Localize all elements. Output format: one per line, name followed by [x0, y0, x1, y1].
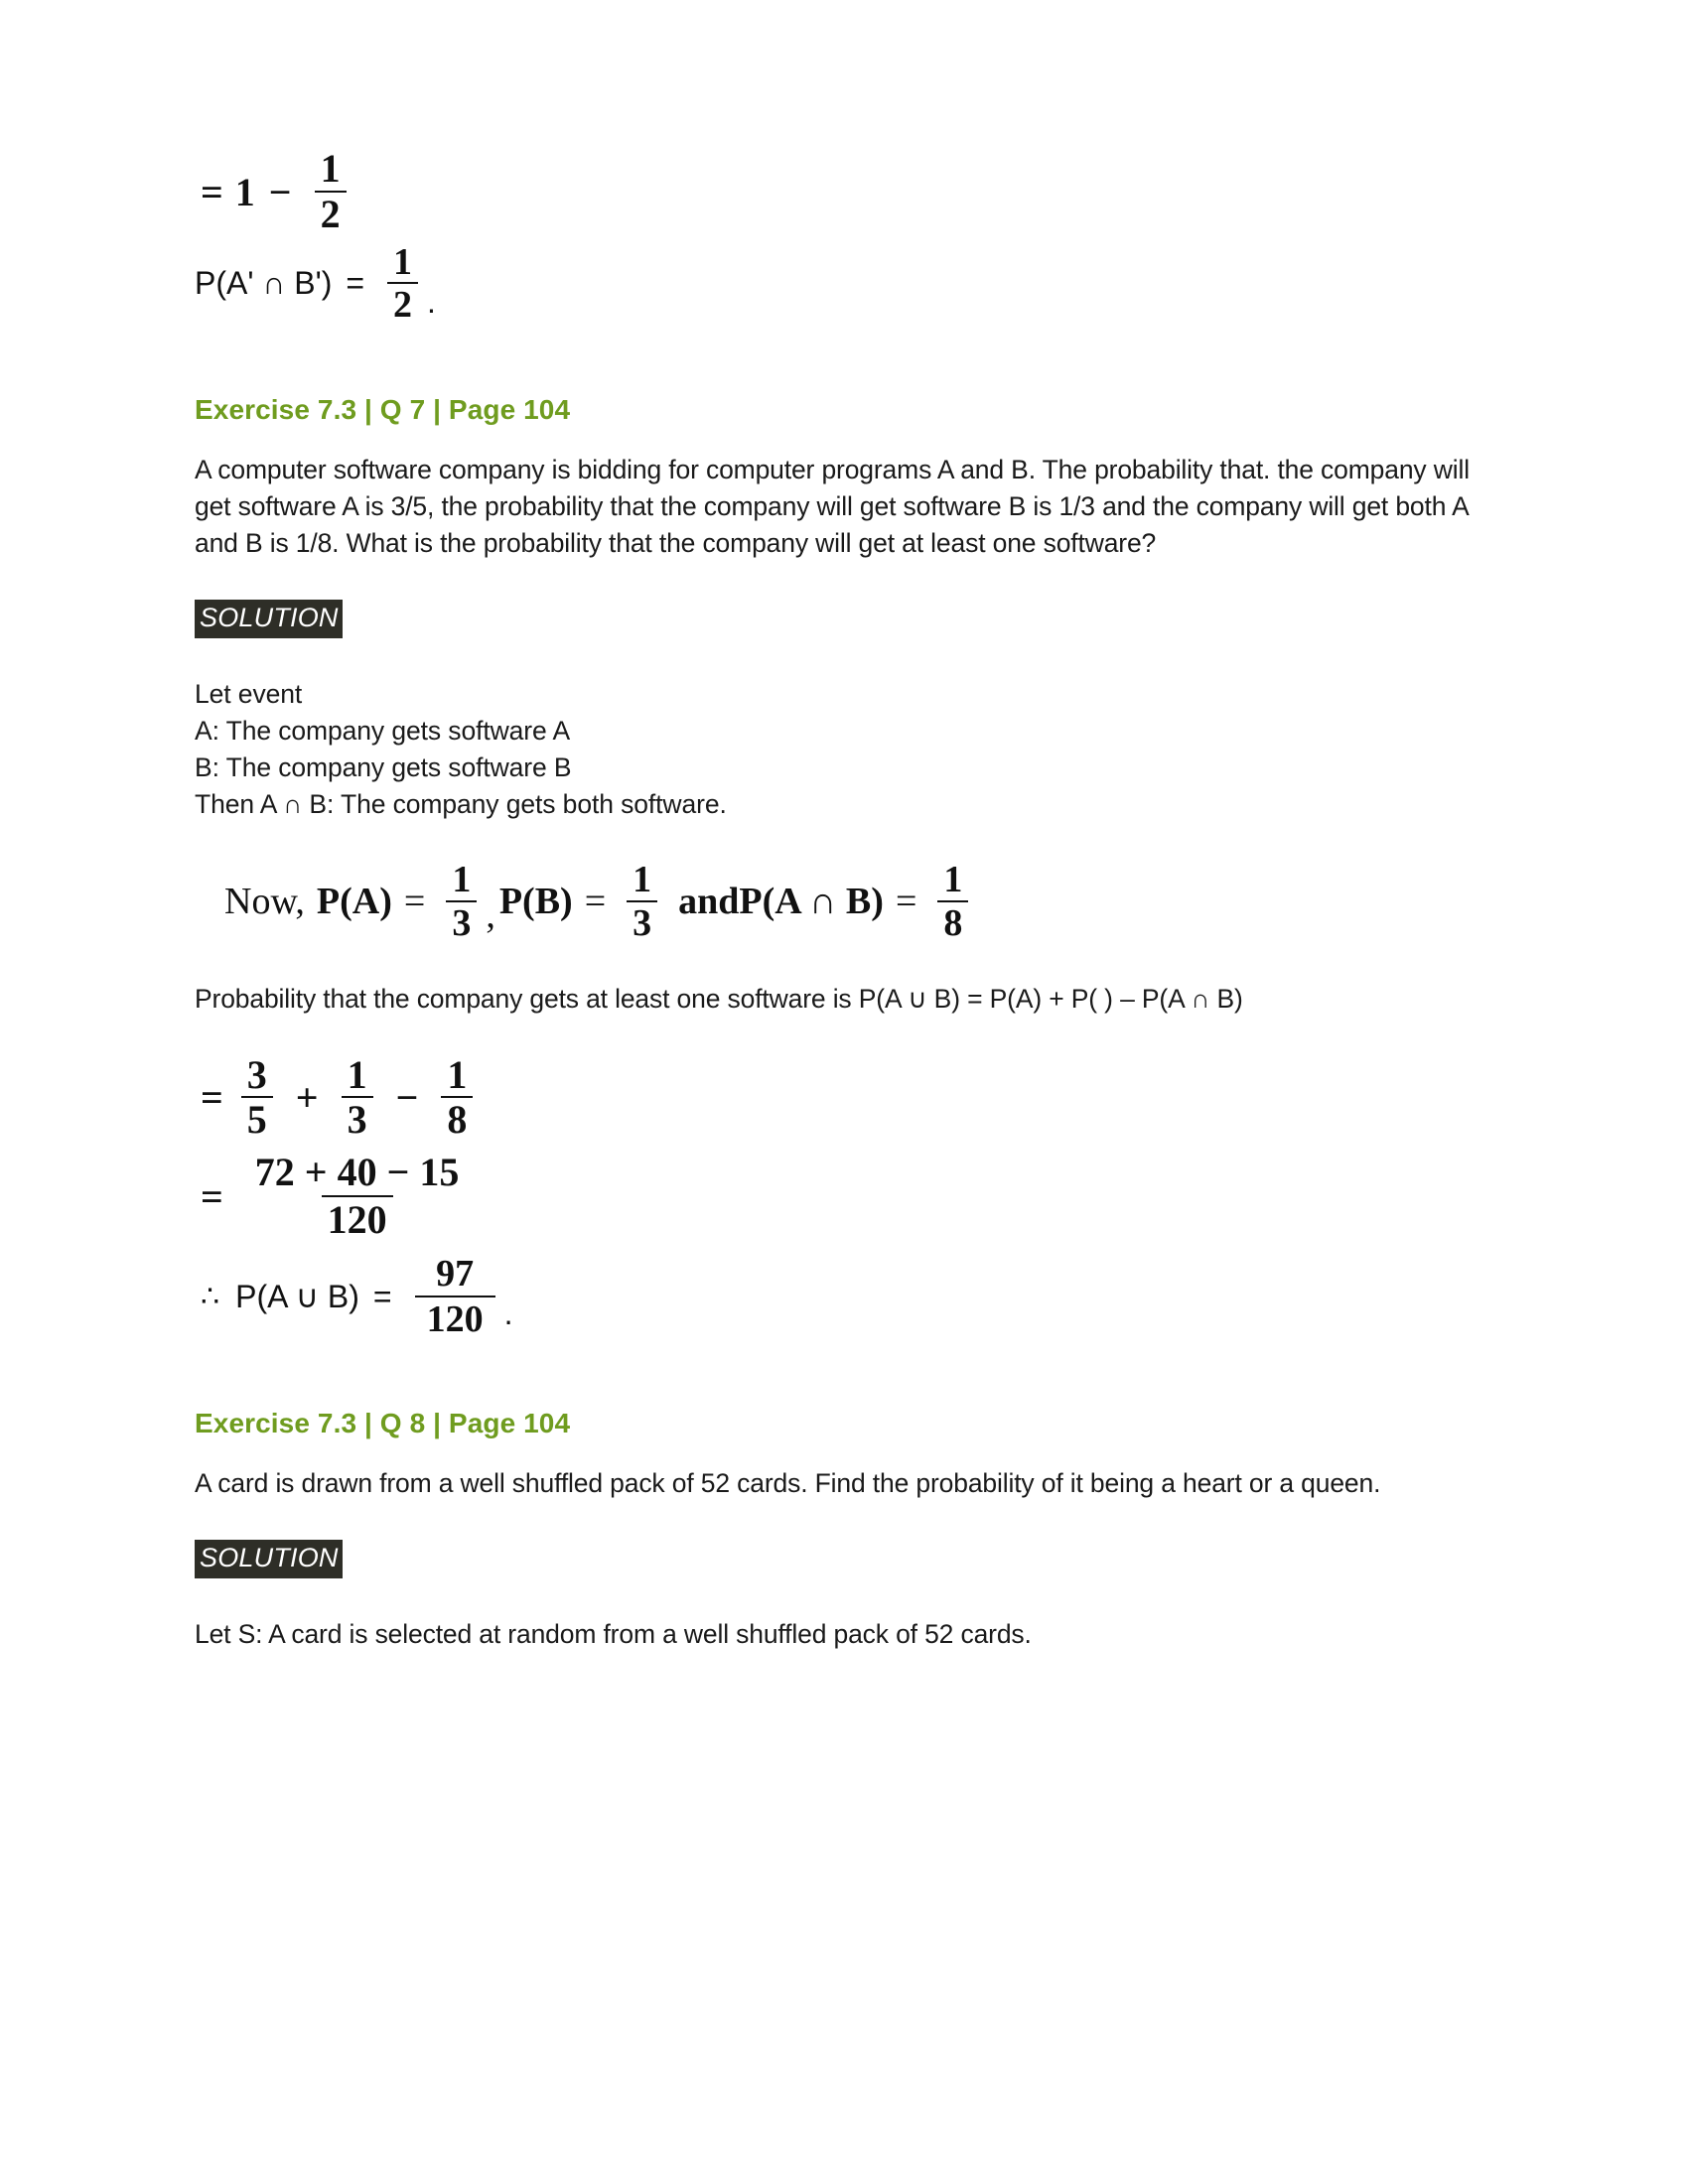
solution-badge-q8: SOLUTION	[195, 1540, 343, 1578]
calculation-row-3-result	[201, 1252, 1476, 1340]
equals-sign: =	[201, 169, 223, 214]
fraction-one-third	[342, 1051, 373, 1143]
denominator: 5	[241, 1096, 273, 1141]
fraction-p-of-a-intersect-b	[937, 861, 968, 943]
denominator: 120	[322, 1195, 393, 1241]
let-line: Let event	[195, 679, 303, 710]
fraction-three-fifths	[241, 1051, 273, 1143]
equals-sign: =	[895, 881, 917, 923]
comma: ,	[486, 893, 495, 936]
page-content	[195, 146, 1476, 1653]
equation-line-2	[195, 240, 1476, 327]
operand-one: 1	[234, 169, 255, 214]
solution-badge-q7-wrapper	[195, 600, 1476, 638]
now-label: Now,	[224, 881, 305, 923]
numerator: 1	[943, 859, 963, 901]
let-line: B: The company gets software B	[195, 752, 572, 783]
equation-line-1	[201, 146, 1476, 236]
denominator: 120	[415, 1296, 495, 1339]
denominator: 2	[315, 191, 347, 235]
question-text-q8: A card is drawn from a well shuffled pack of 52 cards. Find the probability of it being a heart or a queen.	[195, 1468, 1381, 1499]
denominator: 8	[441, 1096, 473, 1141]
equals-sign: =	[403, 881, 426, 923]
solution-badge-q8-wrapper	[195, 1540, 1476, 1578]
minus-sign: −	[268, 169, 292, 214]
denominator: 8	[937, 900, 968, 943]
denominator: 3	[627, 900, 657, 943]
fraction-one-half	[387, 240, 418, 327]
therefore-symbol: ∴	[201, 1280, 220, 1313]
numerator: 1	[452, 859, 472, 901]
numerator: 1	[347, 1051, 367, 1097]
fraction-p-of-b	[627, 861, 657, 943]
probability-expression-label: P(A' ∩ B')	[195, 265, 333, 302]
numerator: 97	[436, 1252, 475, 1295]
minus-sign: −	[395, 1075, 419, 1121]
equals-sign: =	[372, 1278, 392, 1314]
let-event-block-q7	[195, 676, 1476, 823]
denominator: 3	[342, 1096, 373, 1141]
plus-sign: +	[295, 1075, 319, 1121]
p-of-b-label: P(B)	[498, 881, 573, 923]
numerator: 1	[393, 240, 413, 283]
equals-sign: =	[346, 265, 365, 302]
numerator: 1	[320, 146, 341, 191]
denominator: 2	[387, 282, 418, 325]
fraction-p-of-a	[446, 861, 477, 943]
let-line: Then A ∩ B: The company gets both software.	[195, 789, 727, 820]
solution-text-q8: Let S: A card is selected at random from a well shuffled pack of 52 cards.	[195, 1619, 1032, 1650]
given-probabilities-equation	[224, 861, 1476, 943]
exercise-heading-q8: Exercise 7.3 | Q 8 | Page 104	[195, 1408, 571, 1439]
fraction-one-eighth	[441, 1051, 473, 1143]
fraction-one-half	[315, 146, 347, 236]
question-text-q7: A computer software company is bidding for computer programs A and B. The probability that. the company will get software A is 3/5, the probability that the company will get software B is 1/3 and the company will get both A and B is 1/8. What is the probability that the company will get at least one software?	[195, 455, 1470, 559]
numerator: 1	[633, 859, 652, 901]
numerator: 72 + 40 − 15	[254, 1150, 460, 1195]
exercise-heading-q7: Exercise 7.3 | Q 7 | Page 104	[195, 394, 571, 426]
fraction-result-97-over-120	[415, 1252, 495, 1340]
solution-badge-q7: SOLUTION	[195, 600, 343, 638]
and-p-of-a-intersect-b-label: andP(A ∩ B)	[678, 881, 884, 923]
p-of-a-union-b-label: P(A ∪ B)	[235, 1279, 359, 1315]
period: .	[427, 284, 436, 321]
numerator: 1	[447, 1051, 468, 1097]
equals-sign: =	[584, 881, 607, 923]
numerator: 3	[246, 1051, 267, 1097]
denominator: 3	[446, 900, 477, 943]
p-of-a-label: P(A)	[316, 881, 392, 923]
calculation-row-1	[201, 1051, 1476, 1143]
fraction-sum-over-120	[241, 1150, 474, 1242]
continued-equation-block	[195, 146, 1476, 327]
calculation-row-2	[201, 1150, 1476, 1242]
equals-sign: =	[201, 1173, 223, 1219]
probability-formula-paragraph: Probability that the company gets at least one software is P(A ∪ B) = P(A) + P( ) – P(A ∩ B)	[195, 983, 1243, 1014]
let-line: A: The company gets software A	[195, 716, 571, 747]
period: .	[503, 1296, 513, 1332]
equals-sign: =	[201, 1075, 223, 1121]
